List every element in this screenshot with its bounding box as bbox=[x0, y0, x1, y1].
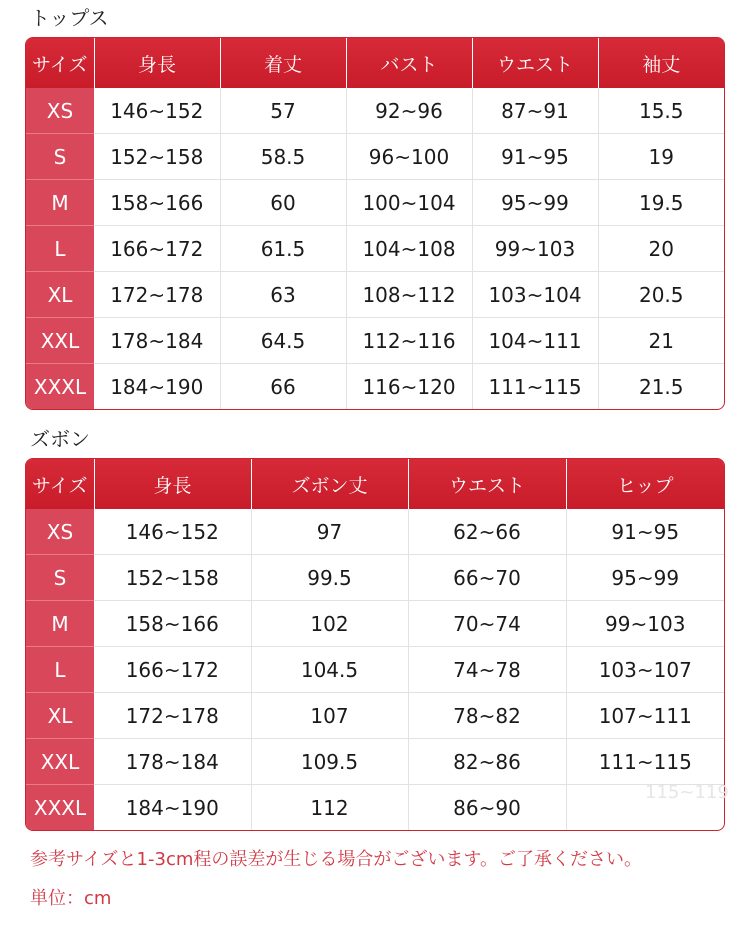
tops-cell: 146~152 bbox=[94, 88, 220, 134]
pants-cell: 104.5 bbox=[251, 647, 408, 693]
tops-cell: 184~190 bbox=[94, 364, 220, 410]
pants-size-label: XXXL bbox=[26, 785, 94, 831]
pants-overflow-hip-value: 115~119 bbox=[645, 782, 729, 803]
pants-cell: 70~74 bbox=[408, 601, 566, 647]
tops-cell: 58.5 bbox=[220, 134, 346, 180]
tops-size-label: XS bbox=[26, 88, 94, 134]
pants-size-table bbox=[25, 458, 725, 831]
tops-size-label: XL bbox=[26, 272, 94, 318]
tops-row bbox=[26, 272, 724, 318]
tops-header-row bbox=[26, 38, 724, 88]
tops-cell: 20.5 bbox=[598, 272, 724, 318]
pants-header-length: ズボン丈 bbox=[251, 459, 408, 509]
pants-header-height: 身長 bbox=[94, 459, 251, 509]
tops-row bbox=[26, 318, 724, 364]
pants-title: ズボン bbox=[30, 427, 90, 451]
pants-cell: 107 bbox=[251, 693, 408, 739]
tops-cell: 87~91 bbox=[472, 88, 598, 134]
tops-cell: 108~112 bbox=[346, 272, 472, 318]
tops-cell: 158~166 bbox=[94, 180, 220, 226]
tops-row bbox=[26, 88, 724, 134]
size-disclaimer: 参考サイズと1-3cm程の誤差が生じる場合がございます。ご了承ください。 bbox=[30, 849, 642, 870]
pants-row bbox=[26, 739, 724, 785]
tops-size-table bbox=[25, 37, 725, 410]
pants-cell: 74~78 bbox=[408, 647, 566, 693]
tops-size-label: XXXL bbox=[26, 364, 94, 410]
tops-cell: 166~172 bbox=[94, 226, 220, 272]
tops-cell: 60 bbox=[220, 180, 346, 226]
tops-header-height: 身長 bbox=[94, 38, 220, 88]
pants-cell: 91~95 bbox=[566, 509, 724, 555]
tops-cell: 104~111 bbox=[472, 318, 598, 364]
pants-cell: 97 bbox=[251, 509, 408, 555]
pants-cell: 166~172 bbox=[94, 647, 251, 693]
tops-cell: 15.5 bbox=[598, 88, 724, 134]
pants-size-label: XXL bbox=[26, 739, 94, 785]
pants-cell: 62~66 bbox=[408, 509, 566, 555]
pants-cell: 146~152 bbox=[94, 509, 251, 555]
pants-cell: 111~115 bbox=[566, 739, 724, 785]
tops-title: トップス bbox=[30, 6, 109, 30]
pants-row bbox=[26, 509, 724, 555]
pants-size-label: M bbox=[26, 601, 94, 647]
tops-cell: 20 bbox=[598, 226, 724, 272]
pants-cell: 109.5 bbox=[251, 739, 408, 785]
pants-row bbox=[26, 601, 724, 647]
pants-row bbox=[26, 647, 724, 693]
tops-cell: 172~178 bbox=[94, 272, 220, 318]
tops-header-length: 着丈 bbox=[220, 38, 346, 88]
pants-cell: 112 bbox=[251, 785, 408, 831]
pants-cell: 78~82 bbox=[408, 693, 566, 739]
tops-cell: 103~104 bbox=[472, 272, 598, 318]
tops-cell: 112~116 bbox=[346, 318, 472, 364]
tops-header-size: サイズ bbox=[26, 38, 94, 88]
tops-header-waist: ウエスト bbox=[472, 38, 598, 88]
pants-cell: 184~190 bbox=[94, 785, 251, 831]
tops-cell: 21.5 bbox=[638, 374, 684, 399]
tops-cell: 100~104 bbox=[346, 180, 472, 226]
tops-cell: 152~158 bbox=[94, 134, 220, 180]
pants-cell: 178~184 bbox=[94, 739, 251, 785]
pants-cell: 99.5 bbox=[251, 555, 408, 601]
tops-cell: 91~95 bbox=[472, 134, 598, 180]
tops-row bbox=[26, 364, 724, 410]
pants-cell: 158~166 bbox=[94, 601, 251, 647]
pants-cell: 172~178 bbox=[94, 693, 251, 739]
tops-cell: 66 bbox=[220, 364, 346, 410]
tops-size-label: XXL bbox=[26, 318, 94, 364]
pants-row bbox=[26, 785, 724, 831]
pants-size-label: XS bbox=[26, 509, 94, 555]
pants-header-row bbox=[26, 459, 724, 509]
pants-header-hip: ヒップ bbox=[566, 459, 724, 509]
tops-cell: 95~99 bbox=[472, 180, 598, 226]
tops-row bbox=[26, 180, 724, 226]
pants-row bbox=[26, 693, 724, 739]
tops-cell: 57 bbox=[220, 88, 346, 134]
pants-size-label: S bbox=[26, 555, 94, 601]
pants-cell: 102 bbox=[251, 601, 408, 647]
tops-header-bust: バスト bbox=[346, 38, 472, 88]
pants-cell: 95~99 bbox=[566, 555, 724, 601]
tops-cell: 61.5 bbox=[220, 226, 346, 272]
tops-cell: 63 bbox=[220, 272, 346, 318]
pants-cell: 82~86 bbox=[408, 739, 566, 785]
pants-size-label: XL bbox=[26, 693, 94, 739]
tops-cell: 116~120 bbox=[346, 364, 472, 410]
tops-header-sleeve: 袖丈 bbox=[598, 38, 724, 88]
tops-size-label: L bbox=[26, 226, 94, 272]
pants-cell: 107~111 bbox=[566, 693, 724, 739]
tops-cell: 64.5 bbox=[220, 318, 346, 364]
tops-row bbox=[26, 134, 724, 180]
tops-cell: 99~103 bbox=[472, 226, 598, 272]
tops-cell: 178~184 bbox=[94, 318, 220, 364]
pants-cell: 86~90 bbox=[408, 785, 566, 831]
tops-cell: 104~108 bbox=[346, 226, 472, 272]
pants-cell: 99~103 bbox=[566, 601, 724, 647]
tops-cell: 92~96 bbox=[346, 88, 472, 134]
tops-cell: 111~115 bbox=[472, 364, 598, 410]
pants-size-label: L bbox=[26, 647, 94, 693]
tops-size-label: S bbox=[26, 134, 94, 180]
tops-cell: 19 bbox=[598, 134, 724, 180]
tops-cell: 96~100 bbox=[346, 134, 472, 180]
pants-header-size: サイズ bbox=[26, 459, 94, 509]
pants-cell: 66~70 bbox=[408, 555, 566, 601]
tops-row bbox=[26, 226, 724, 272]
tops-size-label: M bbox=[26, 180, 94, 226]
pants-cell: 103~107 bbox=[566, 647, 724, 693]
tops-cell: 19.5 bbox=[598, 180, 724, 226]
unit-label: 単位：cm bbox=[30, 888, 112, 909]
pants-row bbox=[26, 555, 724, 601]
tops-cell: 21 bbox=[598, 318, 724, 364]
pants-cell: 152~158 bbox=[94, 555, 251, 601]
pants-header-waist: ウエスト bbox=[408, 459, 566, 509]
